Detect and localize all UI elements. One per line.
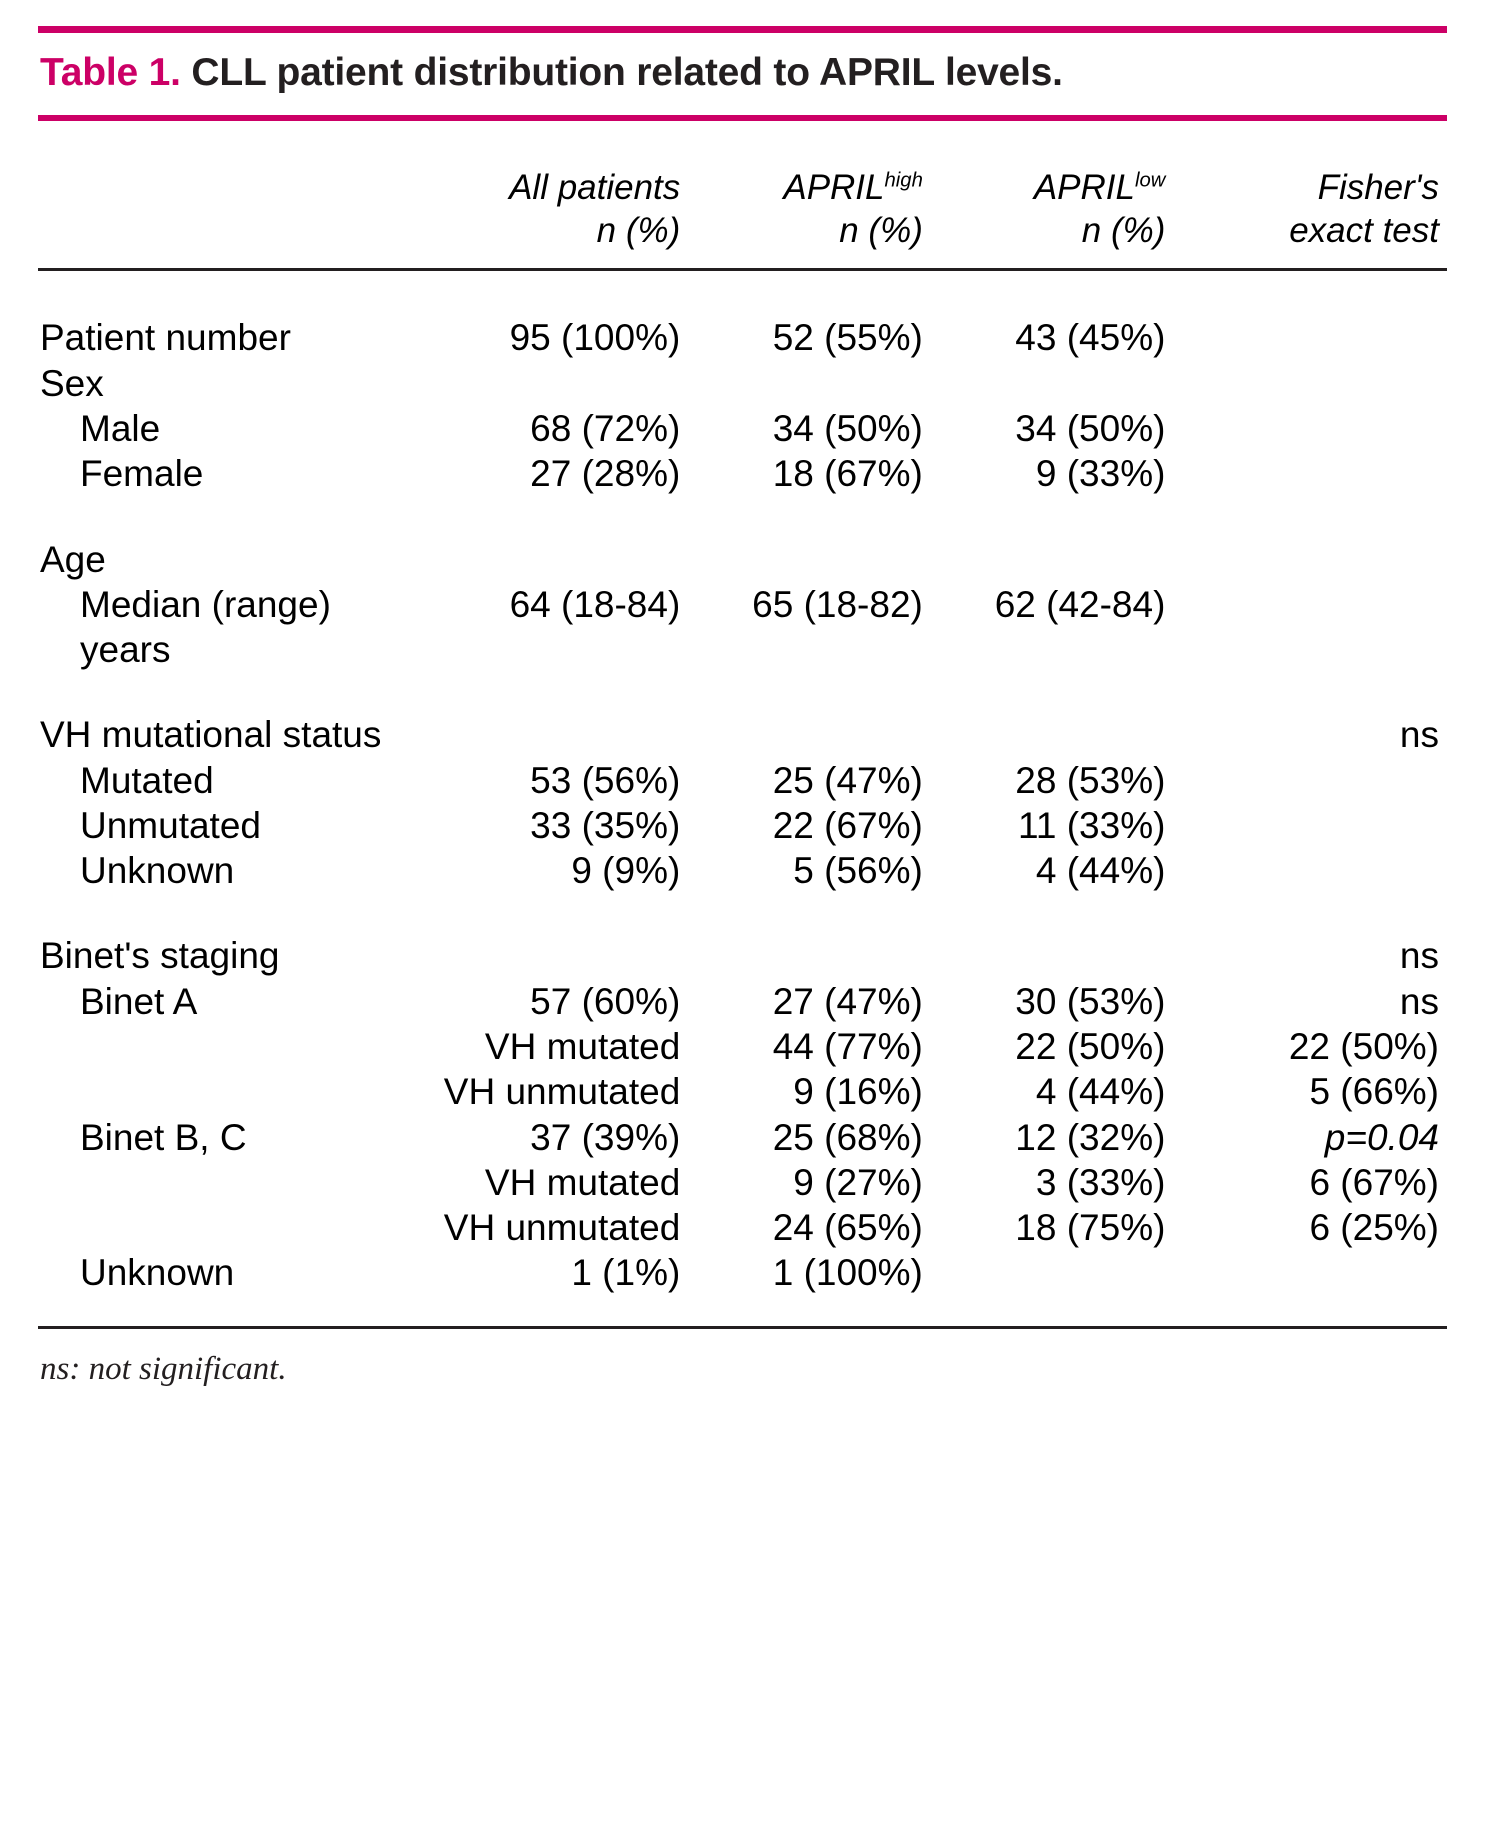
header-gap	[38, 270, 1447, 316]
row-value-april-high	[688, 627, 931, 672]
row-label: Male	[80, 407, 161, 449]
row-value-april-high: 5 (56%)	[793, 850, 923, 892]
table-row	[38, 1160, 1447, 1205]
table-row	[38, 712, 1447, 757]
row-label: Binet A	[80, 980, 198, 1022]
row-value-fisher: 22 (50%)	[1288, 1026, 1439, 1068]
row-value-april-high: 25 (47%)	[772, 759, 923, 801]
row-value-april-low: 4 (44%)	[1035, 850, 1166, 892]
row-value-april-high: 9 (16%)	[793, 1071, 923, 1113]
row-value-all	[435, 361, 688, 406]
row-value-april-low: 4 (44%)	[1035, 1071, 1166, 1113]
row-label	[38, 1205, 435, 1250]
table-row	[38, 979, 1447, 1024]
table-page	[0, 26, 1485, 1826]
row-value-fisher: 6 (67%)	[1309, 1161, 1439, 1203]
table-row	[38, 537, 1447, 582]
table-title-text: CLL patient distribution related to APRIL levels.	[191, 51, 1063, 94]
table-header	[38, 167, 1447, 315]
table-title-label: Table 1.	[40, 51, 181, 94]
column-header-april-high-line2: n (%)	[839, 210, 923, 250]
row-label	[38, 1069, 435, 1114]
row-value-april-low	[931, 712, 1174, 757]
row-label	[38, 1160, 435, 1205]
column-header-all-patients	[435, 167, 688, 256]
row-value-fisher: ns	[1399, 980, 1439, 1022]
row-label	[38, 1024, 435, 1069]
row-spacer	[38, 497, 1447, 537]
row-value-all: 68 (72%)	[530, 407, 681, 449]
row-value-fisher: 5 (66%)	[1309, 1071, 1439, 1113]
row-value-april-high: 1 (100%)	[772, 1252, 923, 1294]
row-value-all: 9 (9%)	[571, 850, 681, 892]
row-subheading-all: VH mutated	[484, 1026, 681, 1068]
column-header-all-patients-line2: n (%)	[596, 210, 681, 250]
row-value-april-high: 65 (18-82)	[752, 583, 923, 625]
column-header-april-high	[688, 167, 931, 256]
row-value-all	[435, 933, 688, 978]
row-value-fisher: ns	[1399, 714, 1439, 756]
row-value-april-low: 18 (75%)	[1015, 1207, 1166, 1249]
row-label: VH mutational status	[40, 714, 382, 756]
row-value-april-high: 18 (67%)	[772, 453, 923, 495]
column-header-all-patients-line1: All patients	[509, 168, 681, 207]
row-value-april-high: 27 (47%)	[772, 980, 923, 1022]
top-accent-rule	[38, 26, 1447, 33]
row-value-april-low	[931, 933, 1174, 978]
row-subheading-all: VH unmutated	[443, 1071, 681, 1113]
row-label: years	[80, 629, 171, 671]
table-row	[38, 582, 1447, 627]
row-value-fisher	[1173, 848, 1447, 893]
header-row	[38, 167, 1447, 256]
row-value-april-high: 24 (65%)	[772, 1207, 923, 1249]
table-body	[38, 315, 1447, 1295]
table-row	[38, 1024, 1447, 1069]
row-value-fisher	[1173, 1250, 1447, 1295]
row-value-fisher: ns	[1399, 935, 1439, 977]
row-value-fisher	[1173, 315, 1447, 360]
row-value-april-low	[931, 537, 1174, 582]
table-row	[38, 1069, 1447, 1114]
patient-distribution-table	[38, 167, 1447, 1296]
row-value-april-low: 28 (53%)	[1015, 759, 1166, 801]
row-value-fisher	[1173, 537, 1447, 582]
row-value-april-high: 25 (68%)	[772, 1116, 923, 1158]
row-value-all	[435, 537, 688, 582]
column-header-april-low-line2: n (%)	[1081, 210, 1166, 250]
column-header-april-low-line1: APRIL	[1033, 168, 1135, 207]
row-value-fisher	[1173, 582, 1447, 627]
row-subheading-all: VH mutated	[484, 1161, 681, 1203]
row-value-april-low: 11 (33%)	[1018, 804, 1166, 846]
row-label: Unknown	[80, 1252, 235, 1294]
row-value-fisher	[1173, 627, 1447, 672]
row-value-april-high: 52 (55%)	[772, 317, 923, 359]
row-label: Sex	[40, 362, 104, 404]
table-row	[38, 315, 1447, 360]
table-row	[38, 758, 1447, 803]
table-row	[38, 803, 1447, 848]
column-header-april-high-sup: high	[884, 169, 923, 192]
row-label: Mutated	[80, 759, 214, 801]
row-value-april-low: 9 (33%)	[1035, 453, 1166, 495]
row-label: Binet B, C	[80, 1116, 247, 1158]
row-value-april-low: 34 (50%)	[1015, 407, 1166, 449]
row-spacer	[38, 672, 1447, 712]
row-value-april-low: 22 (50%)	[1015, 1026, 1166, 1068]
row-value-all: 1 (1%)	[571, 1252, 681, 1294]
row-value-april-high	[688, 712, 931, 757]
row-label: Unknown	[80, 850, 235, 892]
column-header-april-low	[931, 167, 1174, 256]
row-value-april-high: 9 (27%)	[793, 1161, 923, 1203]
row-value-april-low	[931, 627, 1174, 672]
row-value-fisher	[1173, 803, 1447, 848]
row-value-april-low: 30 (53%)	[1015, 980, 1166, 1022]
row-label: Age	[40, 538, 106, 580]
row-value-april-high	[688, 933, 931, 978]
row-label: Median (range)	[80, 583, 331, 625]
row-value-all: 27 (28%)	[530, 453, 681, 495]
row-label: Female	[80, 453, 204, 495]
row-value-all: 64 (18-84)	[509, 583, 681, 625]
row-value-april-high: 44 (77%)	[772, 1026, 923, 1068]
row-value-all	[435, 627, 688, 672]
column-header-fishers-line2: exact test	[1289, 210, 1439, 250]
row-value-april-low	[931, 361, 1174, 406]
row-value-april-low: 3 (33%)	[1035, 1161, 1166, 1203]
table-row	[38, 1115, 1447, 1160]
row-value-april-low: 43 (45%)	[1015, 317, 1166, 359]
row-value-all: 95 (100%)	[509, 317, 681, 359]
row-value-all: 57 (60%)	[530, 980, 681, 1022]
row-spacer	[38, 893, 1447, 933]
header-separator-rule	[38, 256, 1447, 270]
table-row	[38, 451, 1447, 496]
row-value-april-low	[931, 1250, 1174, 1295]
table-title	[38, 33, 1447, 101]
column-header-blank	[38, 167, 435, 256]
column-header-fishers-exact-test	[1173, 167, 1447, 256]
row-value-april-high	[688, 361, 931, 406]
row-value-fisher	[1173, 406, 1447, 451]
table-row	[38, 1205, 1447, 1250]
table-row	[38, 361, 1447, 406]
row-value-fisher	[1173, 451, 1447, 496]
table-footnote: ns: not significant.	[40, 1350, 287, 1387]
table-row	[38, 1250, 1447, 1295]
table-row	[38, 406, 1447, 451]
table-row	[38, 848, 1447, 893]
row-value-april-low: 62 (42-84)	[994, 583, 1166, 625]
row-label: Patient number	[40, 317, 291, 359]
row-value-all: 53 (56%)	[530, 759, 681, 801]
title-accent-rule	[38, 115, 1447, 121]
table-row	[38, 627, 1447, 672]
row-value-april-high: 34 (50%)	[772, 407, 923, 449]
column-header-april-low-sup: low	[1134, 169, 1166, 192]
row-subheading-all: VH unmutated	[443, 1207, 681, 1249]
row-value-april-low: 12 (32%)	[1015, 1116, 1166, 1158]
row-value-fisher	[1173, 758, 1447, 803]
row-value-all: 33 (35%)	[530, 804, 681, 846]
row-value-april-high	[688, 537, 931, 582]
row-value-fisher: 6 (25%)	[1309, 1207, 1439, 1249]
table-row	[38, 933, 1447, 978]
column-header-april-high-line1: APRIL	[783, 168, 885, 207]
row-label: Unmutated	[80, 804, 261, 846]
row-value-all: 37 (39%)	[530, 1116, 681, 1158]
row-value-april-high: 22 (67%)	[772, 804, 923, 846]
row-label: Binet's staging	[40, 935, 280, 977]
row-value-fisher: p=0.04	[1324, 1116, 1439, 1158]
row-value-all	[435, 712, 688, 757]
column-header-fishers-line1: Fisher's	[1317, 168, 1439, 207]
row-value-fisher	[1173, 361, 1447, 406]
